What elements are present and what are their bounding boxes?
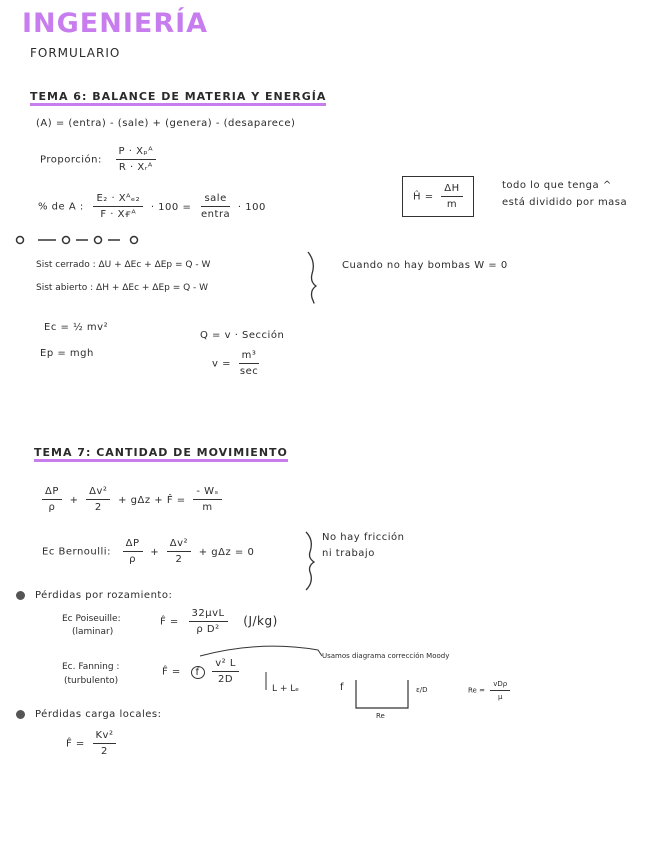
fanning-formula: [162, 658, 239, 685]
eq1-b-denominator: 2: [94, 502, 102, 513]
poiseuille-label: Ec Poiseuille:: [62, 614, 121, 624]
separator-dot: [63, 237, 70, 244]
moody-diagram-sketch: [356, 680, 408, 708]
moody-ed-label: ε/D: [416, 686, 428, 694]
eq1-fraction-c: [193, 486, 221, 513]
eq1-a-numerator: ΔP: [42, 486, 62, 500]
plus-sign: +: [69, 494, 79, 506]
local-denominator: 2: [101, 746, 108, 757]
sale-entra-fraction: [201, 193, 230, 220]
page-title: INGENIERÍA: [22, 8, 209, 39]
eq1-fraction-b: [86, 486, 110, 513]
proporcion-numerator: P · Xₚᴬ: [116, 146, 157, 160]
box-note-1: todo lo que tenga ^: [502, 180, 612, 191]
kinetic-energy-formula: Ec = ½ mv²: [44, 322, 109, 333]
bern-fraction-a: [123, 538, 143, 565]
bern-a-numerator: ΔP: [123, 538, 143, 552]
bern-b-numerator: Δv²: [167, 538, 191, 552]
velocity-formula: [212, 350, 259, 377]
fanning-denominator: 2D: [218, 674, 234, 685]
tema7-heading: TEMA 7: CANTIDAD DE MOVIMIENTO: [34, 446, 288, 462]
percent-numerator: E₂ · Xᴬₑ₂: [93, 193, 143, 207]
separator-dot: [17, 237, 24, 244]
sist-cerrado-equation: Sist cerrado : ΔU + ΔEc + ΔEp = Q - W: [36, 260, 211, 270]
eq1-a-denominator: ρ: [48, 502, 56, 513]
eq1-b-numerator: Δv²: [86, 486, 110, 500]
box-denominator: m: [446, 199, 458, 210]
velocity-lhs: v =: [212, 358, 231, 370]
potential-energy-formula: Ep = mgh: [40, 348, 94, 359]
percent-formula: [38, 193, 266, 220]
percent-times: · 100 =: [150, 201, 192, 213]
perdidas-rozamiento-heading: [16, 590, 172, 601]
local-fraction: [93, 730, 117, 757]
local-lhs: F̂ =: [66, 738, 85, 750]
bernoulli-equation: [42, 538, 254, 565]
perdidas-rozamiento-text: Pérdidas por rozamiento:: [35, 590, 173, 601]
curly-brace: [306, 532, 314, 590]
perdidas-locales-text: Pérdidas carga locales:: [35, 709, 162, 720]
fanning-label: Ec. Fanning :: [62, 662, 120, 672]
separator-dot: [95, 237, 102, 244]
reynolds-formula: [468, 680, 510, 701]
percent-label: % de A :: [38, 201, 84, 213]
eq1-c-denominator: m: [202, 502, 213, 513]
box-lhs: Ĥ =: [413, 191, 434, 203]
fanning-f-circled: f: [191, 666, 205, 679]
bernoulli-note-2: ni trabajo: [322, 548, 375, 559]
proporcion-denominator: R · Xᵣᴬ: [118, 162, 153, 173]
eq1-c-numerator: - Wₛ: [193, 486, 221, 500]
times-100: · 100: [237, 201, 266, 213]
bernoulli-note-1: No hay fricción: [322, 532, 405, 543]
box-numerator: ΔH: [441, 183, 462, 197]
velocity-denominator: sec: [239, 366, 259, 377]
general-balance-equation: (A) = (entra) - (sale) + (genera) - (desaparece): [36, 118, 296, 129]
local-loss-formula: [66, 730, 116, 757]
poiseuille-denominator: ρ D²: [196, 624, 220, 635]
bombas-note: Cuando no hay bombas W = 0: [342, 260, 508, 271]
separator-dot: [131, 237, 138, 244]
poiseuille-numerator: 32μvL: [189, 608, 228, 622]
bern-fraction-b: [167, 538, 191, 565]
enthalpy-box: [402, 176, 474, 217]
bernoulli-label: Ec Bernoulli:: [42, 546, 111, 558]
proporcion-formula: [40, 146, 156, 173]
proporcion-fraction: [116, 146, 157, 173]
percent-fraction: [93, 193, 143, 220]
eq1-fraction-a: [42, 486, 62, 513]
re-denominator: μ: [497, 693, 503, 701]
caudal-formula: Q = v · Sección: [200, 330, 285, 341]
poiseuille-lhs: F̂ =: [160, 616, 179, 628]
plus-sign: +: [150, 546, 160, 558]
sist-abierto-equation: Sist abierto : ΔH + ΔEc + ΔEp = Q - W: [36, 283, 209, 293]
fanning-sublabel: (turbulento): [64, 676, 119, 686]
moody-f-label: f: [340, 682, 345, 693]
moody-note: Usamos diagrama corrección Moody: [322, 652, 450, 660]
eq1-rest: + gΔz + F̂ =: [118, 494, 186, 506]
poiseuille-units: (J/kg): [243, 613, 278, 628]
box-fraction: [441, 183, 462, 210]
energy-balance-equation: [42, 486, 222, 513]
fanning-lhs: F̂ =: [162, 666, 181, 678]
bern-a-denominator: ρ: [129, 554, 136, 565]
bern-b-denominator: 2: [175, 554, 183, 565]
tema6-heading: TEMA 6: BALANCE DE MATERIA Y ENERGÍA: [30, 90, 326, 106]
perdidas-locales-heading: [16, 709, 162, 720]
fanning-numerator: v² L: [212, 658, 239, 672]
moody-re-label: Re: [376, 712, 385, 720]
re-fraction: [490, 680, 510, 701]
box-note-2: está dividido por masa: [502, 197, 628, 208]
poiseuille-fraction: [189, 608, 228, 635]
poiseuille-formula: [160, 608, 278, 635]
arrow-to-moody: [200, 646, 322, 656]
proporcion-label: Proporción:: [40, 154, 102, 166]
percent-denominator: F · Xғᴬ: [100, 209, 137, 220]
l-note: L + Lₑ: [272, 684, 300, 694]
bullet-icon: [16, 710, 25, 719]
sale-text: sale: [201, 193, 229, 207]
curly-brace: [308, 252, 316, 303]
velocity-fraction: [239, 350, 260, 377]
re-numerator: vDρ: [490, 680, 510, 691]
velocity-numerator: m³: [239, 350, 260, 364]
re-lhs: Re =: [468, 686, 485, 695]
local-numerator: Kv²: [93, 730, 117, 744]
fanning-fraction: [212, 658, 239, 685]
page-subtitle: FORMULARIO: [30, 46, 121, 60]
poiseuille-sublabel: (laminar): [72, 627, 114, 637]
entra-text: entra: [201, 209, 231, 220]
bullet-icon: [16, 591, 25, 600]
bern-rest: + gΔz = 0: [198, 546, 255, 558]
